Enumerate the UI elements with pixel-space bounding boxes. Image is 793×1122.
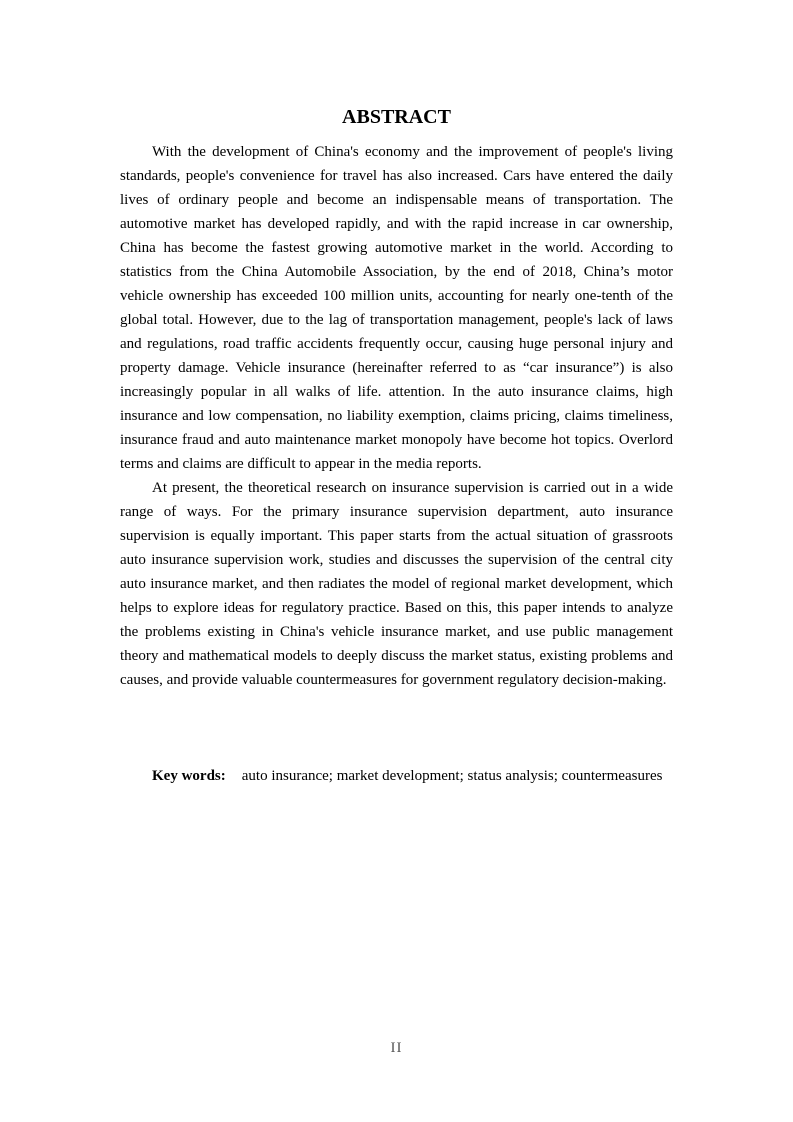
abstract-body xyxy=(120,140,673,692)
abstract-paragraph-2: At present, the theoretical research on insurance supervision is carried out in a wide range of ways. For the primary insurance supervision department, auto insurance supervision is equally important. This paper starts from the actual situation of grassroots auto insurance supervision work, studies and discusses the supervision of the central city auto insurance market, and then radiates the model of regional market development, which helps to explore ideas for regulatory practice. Based on this, this paper intends to analyze the problems existing in China's vehicle insurance market, and use public management theory and mathematical models to deeply discuss the market status, existing problems and causes, and provide valuable countermeasures for government regulatory decision-making. xyxy=(120,480,673,688)
keywords-line xyxy=(120,764,673,788)
keywords-label: Key words: xyxy=(152,768,226,784)
keywords-text: auto insurance; market development; status analysis; countermeasures xyxy=(241,768,663,784)
abstract-title: ABSTRACT xyxy=(342,106,451,128)
page-number: II xyxy=(390,1040,403,1056)
abstract-paragraph-1: With the development of China's economy and the improvement of people's living standards, people's convenience for travel has also increased. Cars have entered the daily lives of ordinary people and become an indispensable means of transportation. The automotive market has developed rapidly, and with the rapid increase in car ownership, China has become the fastest growing automotive market in the world. According to statistics from the China Automobile Association, by the end of 2018, China’s motor vehicle ownership has exceeded 100 million units, accounting for nearly one-tenth of the global total. However, due to the lag of transportation management, people's lack of laws and regulations, road traffic accidents frequently occur, causing huge personal injury and property damage. Vehicle insurance (hereinafter referred to as “car insurance”) is also increasingly popular in all walks of life. attention. In the auto insurance claims, high insurance and low compensation, no liability exemption, claims pricing, claims timeliness, insurance fraud and auto maintenance market monopoly have become hot topics. Overlord terms and claims are difficult to appear in the media reports. xyxy=(120,144,673,472)
